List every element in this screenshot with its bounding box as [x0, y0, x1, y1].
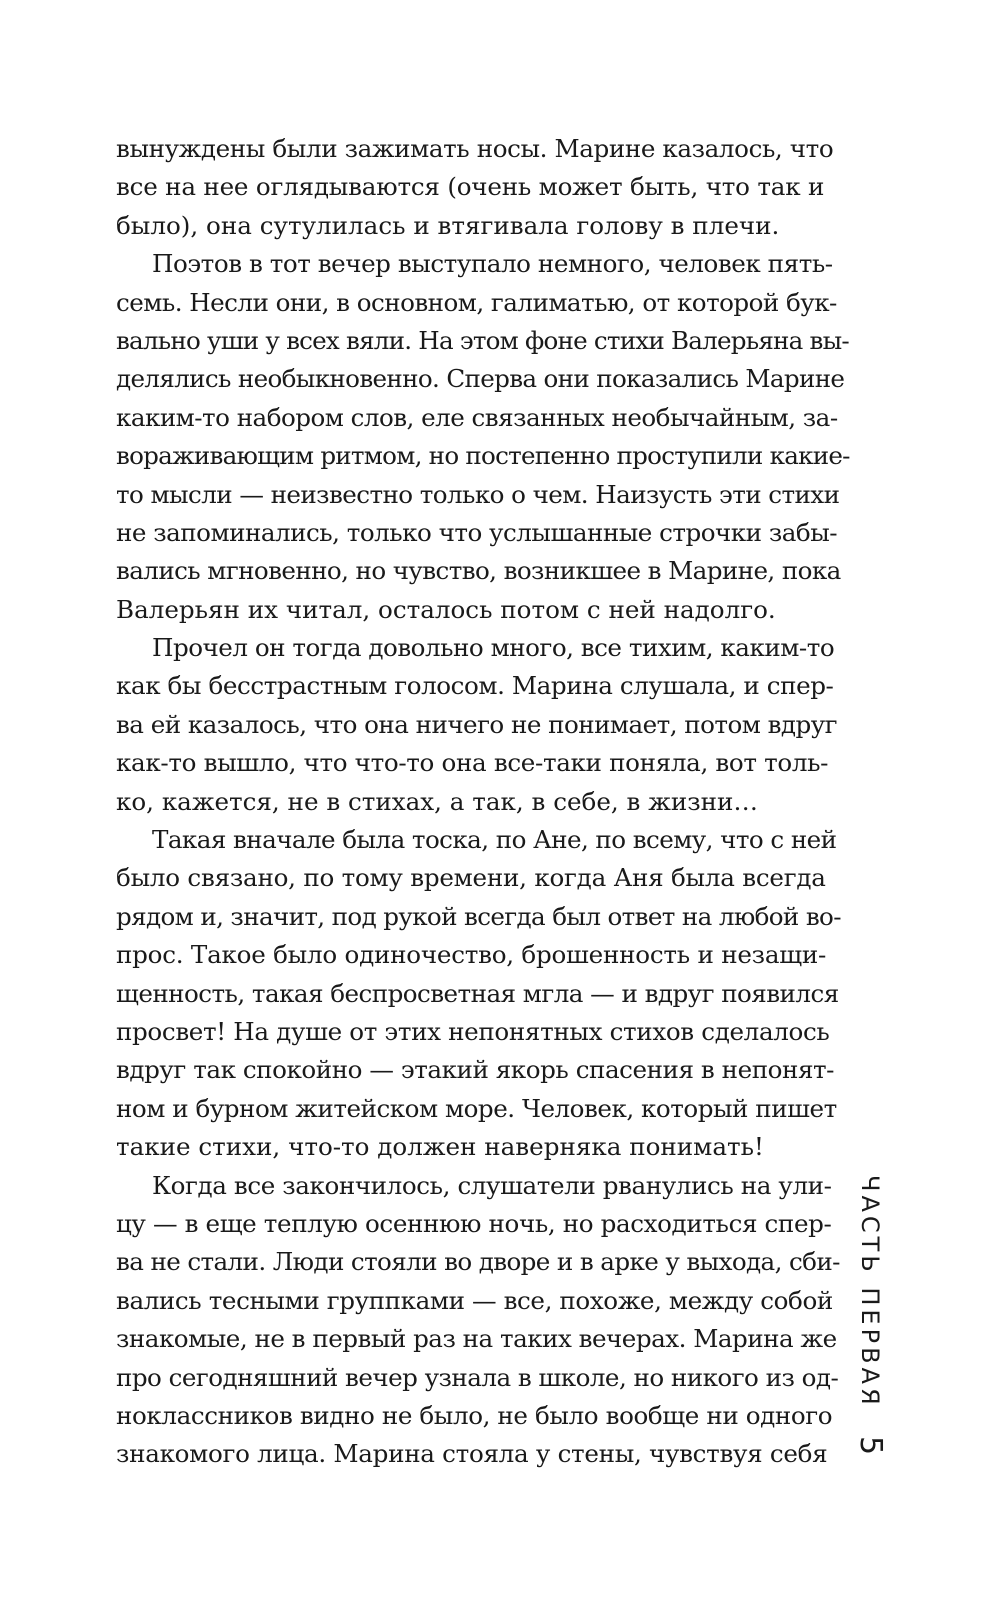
text-line: ва ей казалось, что она ничего не понимает, потом вдруг — [116, 709, 837, 739]
text-line: щенность, такая беспросветная мгла — и вдруг появился — [116, 978, 839, 1008]
text-line: вораживающим ритмом, но постепенно проступили какие- — [116, 441, 850, 471]
text-line: ноклассников видно не было, не было вообще ни одного — [116, 1400, 833, 1430]
text-line: было связано, по тому времени, когда Аня была всегда — [116, 863, 826, 893]
text-line: цу — в еще теплую осеннюю ночь, но расходиться спер- — [116, 1208, 832, 1238]
text-line: ном и бурном житейском море. Человек, который пишет — [116, 1093, 837, 1123]
text-line: как бы бесстрастным голосом. Марина слушала, и спер- — [116, 671, 834, 701]
page-number: 5 — [853, 1436, 888, 1456]
text-line: каким-то набором слов, еле связанных необычайным, за- — [116, 402, 838, 432]
text-line: было), она сутулилась и втягивала голову в плечи. — [116, 210, 780, 240]
text-line: все на нее оглядываются (очень может быть, что так и — [116, 172, 825, 202]
text-line: рядом и, значит, под рукой всегда был ответ на любой во- — [116, 901, 841, 931]
text-line: ко, кажется, не в стихах, а так, в себе, в жизни… — [116, 786, 759, 816]
text-line: такие стихи, что-то должен наверняка понимать! — [116, 1132, 764, 1162]
text-line: как-то вышло, что что-то она все-таки поняла, вот толь- — [116, 748, 829, 778]
text-line: знакомые, не в первый раз на таких вечерах. Марина же — [116, 1324, 837, 1354]
text-line: делялись необыкновенно. Сперва они показались Марине — [116, 364, 845, 394]
text-line: Когда все закончилось, слушатели рванулись на ули- — [152, 1170, 832, 1200]
text-line: просвет! На душе от этих непонятных стихов сделалось — [116, 1016, 830, 1046]
text-line: Валерьян их читал, осталось потом с ней надолго. — [116, 594, 776, 624]
text-line: вынуждены были зажимать носы. Марине казалось, что — [116, 134, 834, 163]
text-line: прос. Такое было одиночество, брошенность и незащи- — [116, 940, 827, 970]
text-line: знакомого лица. Марина стояла у стены, чувствуя себя — [116, 1439, 828, 1469]
text-line: семь. Несли они, в основном, галиматью, от которой бук- — [116, 287, 837, 317]
text-line: то мысли — неизвестно только о чем. Наизусть эти стихи — [116, 479, 840, 509]
text-line: ва не стали. Люди стояли во дворе и в арке у выхода, сби- — [116, 1247, 840, 1277]
text-line: не запоминались, только что услышанные строчки забы- — [116, 517, 838, 547]
text-line: про сегодняшний вечер узнала в школе, но никого из од- — [116, 1362, 839, 1392]
text-line: Такая вначале была тоска, по Ане, по всему, что с ней — [152, 825, 837, 855]
text-line: вально уши у всех вяли. На этом фоне стихи Валерьяна вы- — [116, 325, 849, 355]
text-line: вдруг так спокойно — этакий якорь спасения в непонят- — [116, 1055, 835, 1085]
text-line: Поэтов в тот вечер выступало немного, человек пять- — [152, 249, 833, 279]
running-head-text: ЧАСТЬ ПЕРВАЯ — [856, 1175, 884, 1409]
body-text — [116, 130, 850, 1474]
text-line: вались тесными группками — все, похоже, между собой — [116, 1285, 833, 1315]
text-line: вались мгновенно, но чувство, возникшее в Марине, пока — [116, 556, 841, 586]
text-line: Прочел он тогда довольно много, все тихим, каким-то — [152, 633, 835, 663]
